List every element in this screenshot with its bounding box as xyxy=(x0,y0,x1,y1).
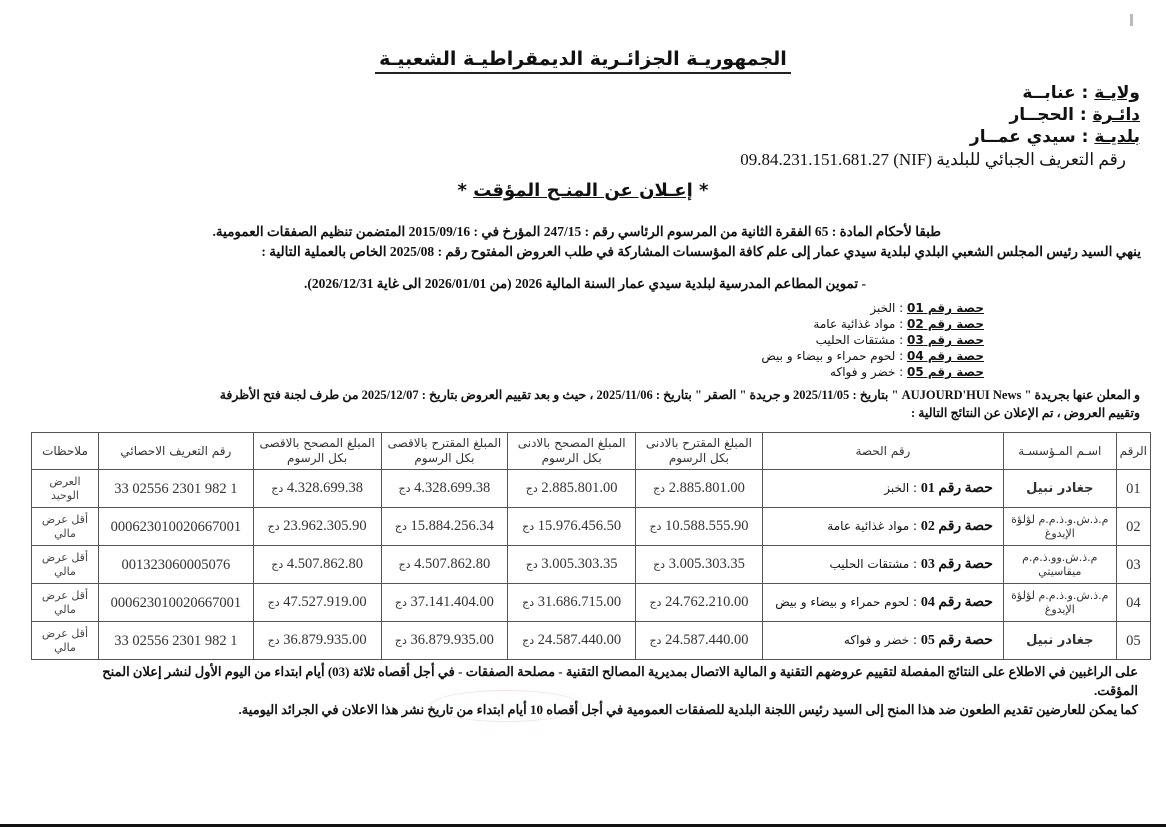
col-max-proposed: المبلغ المقترح بالاقصى بكل الرسوم xyxy=(381,433,508,470)
star-icon: * xyxy=(699,180,709,201)
notes-cell: أقل عرض مالي xyxy=(32,622,99,660)
company-name: جغادر نبيل xyxy=(1003,470,1116,508)
company-name: م.ذ.ش.و.ذ.م.م لؤلؤة الإيدوغ xyxy=(1003,508,1116,546)
max-proposed-amount: 15.884.256.34 دج xyxy=(381,508,508,546)
republic-title: الجمهوريـة الجزائـرية الديمقراطيـة الشعبيـة xyxy=(375,48,791,74)
row-number: 01 xyxy=(1116,470,1150,508)
min-proposed-amount: 10.588.555.90 دج xyxy=(636,508,763,546)
notes-cell: أقل عرض مالي xyxy=(32,584,99,622)
lot-item: حصة رقم 01 : الخبز xyxy=(870,301,984,315)
lot-cell: حصة رقم 05 : خضر و فواكه xyxy=(762,622,1003,660)
table-header-row xyxy=(32,433,1151,470)
wilaya-line: ولايـة : عنابــة xyxy=(1022,83,1140,103)
table-row xyxy=(32,508,1151,546)
max-proposed-amount: 4.328.699.38 دج xyxy=(381,470,508,508)
table-row xyxy=(32,584,1151,622)
col-statistical-id: رقم التعريف الاحصائي xyxy=(98,433,253,470)
statistical-id: 000623010020667001 xyxy=(98,584,253,622)
lots-list xyxy=(761,300,984,380)
administrative-block xyxy=(970,82,1140,148)
table-row xyxy=(32,546,1151,584)
results-table xyxy=(31,432,1151,660)
nif-label: رقم التعريف الجبائي للبلدية (NIF) xyxy=(893,150,1126,169)
consultation-paragraph: على الراغبين في الاطلاع على النتائج المفصلة لتقييم عروضهم التقنية و المالية الاتصال بمديرية المصالح التقنية - مصلحة الصفقات - في أجل أقصاه ثلاثة (03) أيام ابتداء من اليوم الأول لنشر إعلان المنح المؤقت. xyxy=(102,664,1138,698)
statistical-id: 001323060005076 xyxy=(98,546,253,584)
min-corrected-amount: 2.885.801.00 دج xyxy=(508,470,636,508)
star-icon: * xyxy=(457,180,467,201)
publication-paragraph: و المعلن عنها بجريدة " AUJOURD'HUI News " بتاريخ : 2025/11/05 و جريدة " الصقر " بتاريخ : 2025/11/06 ، حيث و بعد تقييم العروض بتاريخ : 2025/12/07 من طرف لجنة فتح الأظرفة xyxy=(219,388,1140,402)
results-intro: وتقييم العروض ، تم الإعلان عن النتائج التالية : xyxy=(910,406,1140,420)
operation-description: - تموين المطاعم المدرسية لبلدية سيدي عمار السنة المالية 2026 (من 2026/01/01 الى غاية 2026/12/31). xyxy=(303,276,866,291)
min-proposed-amount: 24.762.210.00 دج xyxy=(636,584,763,622)
col-min-proposed: المبلغ المقترح بالادنى بكل الرسوم xyxy=(636,433,763,470)
nif-line xyxy=(740,150,1126,170)
statistical-id: 1 982 2301 02556 33 xyxy=(98,622,253,660)
row-number: 02 xyxy=(1116,508,1150,546)
legal-basis-paragraph: طبقا لأحكام المادة : 65 الفقرة الثانية من المرسوم الرئاسي رقم : 247/15 المؤرخ في : 2015/09/16 المتضمن تنظيم الصفقات العمومية. xyxy=(212,224,941,239)
lot-cell: حصة رقم 01 : الخبز xyxy=(762,470,1003,508)
statistical-id: 000623010020667001 xyxy=(98,508,253,546)
max-corrected-amount: 47.527.919.00 دج xyxy=(253,584,381,622)
stamp-mark xyxy=(430,690,582,722)
min-corrected-amount: 3.005.303.35 دج xyxy=(508,546,636,584)
min-proposed-amount: 2.885.801.00 دج xyxy=(636,470,763,508)
max-corrected-amount: 4.328.699.38 دج xyxy=(253,470,381,508)
lot-cell: حصة رقم 03 : مشتقات الحليب xyxy=(762,546,1003,584)
notes-cell: العرض الوحيد xyxy=(32,470,99,508)
min-proposed-amount: 24.587.440.00 دج xyxy=(636,622,763,660)
daira-line: دائـرة : الحجــار xyxy=(1009,105,1140,125)
col-notes: ملاحظات xyxy=(32,433,99,470)
min-corrected-amount: 24.587.440.00 دج xyxy=(508,622,636,660)
min-corrected-amount: 31.686.715.00 دج xyxy=(508,584,636,622)
statistical-id: 1 982 2301 02556 33 xyxy=(98,470,253,508)
row-number: 05 xyxy=(1116,622,1150,660)
max-corrected-amount: 23.962.305.90 دج xyxy=(253,508,381,546)
max-proposed-amount: 36.879.935.00 دج xyxy=(381,622,508,660)
lot-cell: حصة رقم 02 : مواد غذائية عامة xyxy=(762,508,1003,546)
company-name: جغادر نبيل xyxy=(1003,622,1116,660)
max-proposed-amount: 4.507.862.80 دج xyxy=(381,546,508,584)
col-lot: رقم الحصة xyxy=(762,433,1003,470)
nif-value: 09.84.231.151.681.27 xyxy=(740,150,889,169)
company-name: م.ذ.ش.وو.ذ.م.م ميقاسيتي xyxy=(1003,546,1116,584)
col-min-corrected: المبلغ المصحح بالادنى بكل الرسوم xyxy=(508,433,636,470)
max-proposed-amount: 37.141.404.00 دج xyxy=(381,584,508,622)
scan-artifact xyxy=(1130,14,1133,26)
max-corrected-amount: 4.507.862.80 دج xyxy=(253,546,381,584)
row-number: 03 xyxy=(1116,546,1150,584)
col-company: اسـم المـؤسسـة xyxy=(1003,433,1116,470)
commune-line: بلديـة : سيدي عمــار xyxy=(969,127,1140,147)
max-corrected-amount: 36.879.935.00 دج xyxy=(253,622,381,660)
lot-item: حصة رقم 05 : خضر و فواكه xyxy=(830,365,984,379)
row-number: 04 xyxy=(1116,584,1150,622)
notes-cell: أقل عرض مالي xyxy=(32,508,99,546)
company-name: م.ذ.ش.و.ذ.م.م لؤلؤة الإيدوغ xyxy=(1003,584,1116,622)
lot-item: حصة رقم 02 : مواد غذائية عامة xyxy=(813,317,984,331)
table-row xyxy=(32,470,1151,508)
lot-item: حصة رقم 04 : لحوم حمراء و بيضاء و بيض xyxy=(761,349,984,363)
notice-paragraph: ينهي السيد رئيس المجلس الشعبي البلدي لبلدية سيدي عمار إلى علم كافة المؤسسات المشاركة في طلب العروض المفتوح رقم : 2025/08 الخاص بالعملية التالية : xyxy=(261,244,1141,259)
lot-cell: حصة رقم 04 : لحوم حمراء و بيضاء و بيض xyxy=(762,584,1003,622)
min-proposed-amount: 3.005.303.35 دج xyxy=(636,546,763,584)
col-max-corrected: المبلغ المصحح بالاقصى بكل الرسوم xyxy=(253,433,381,470)
announcement-title-text: إعـلان عن المنـح المؤقت xyxy=(473,180,693,201)
table-row xyxy=(32,622,1151,660)
announcement-title xyxy=(0,180,1166,201)
appeal-paragraph: كما يمكن للعارضين تقديم الطعون ضد هذا المنح إلى السيد رئيس اللجنة البلدية للصفقات العمومية في أجل أقصاه 10 أيام ابتداء من تاريخ نشر هذا الاعلان في الجرائد اليومية. xyxy=(238,702,1138,717)
document-title xyxy=(0,48,1166,70)
col-number: الرقم xyxy=(1116,433,1150,470)
lot-item: حصة رقم 03 : مشتقات الحليب xyxy=(815,333,984,347)
min-corrected-amount: 15.976.456.50 دج xyxy=(508,508,636,546)
notes-cell: أقل عرض مالي xyxy=(32,546,99,584)
